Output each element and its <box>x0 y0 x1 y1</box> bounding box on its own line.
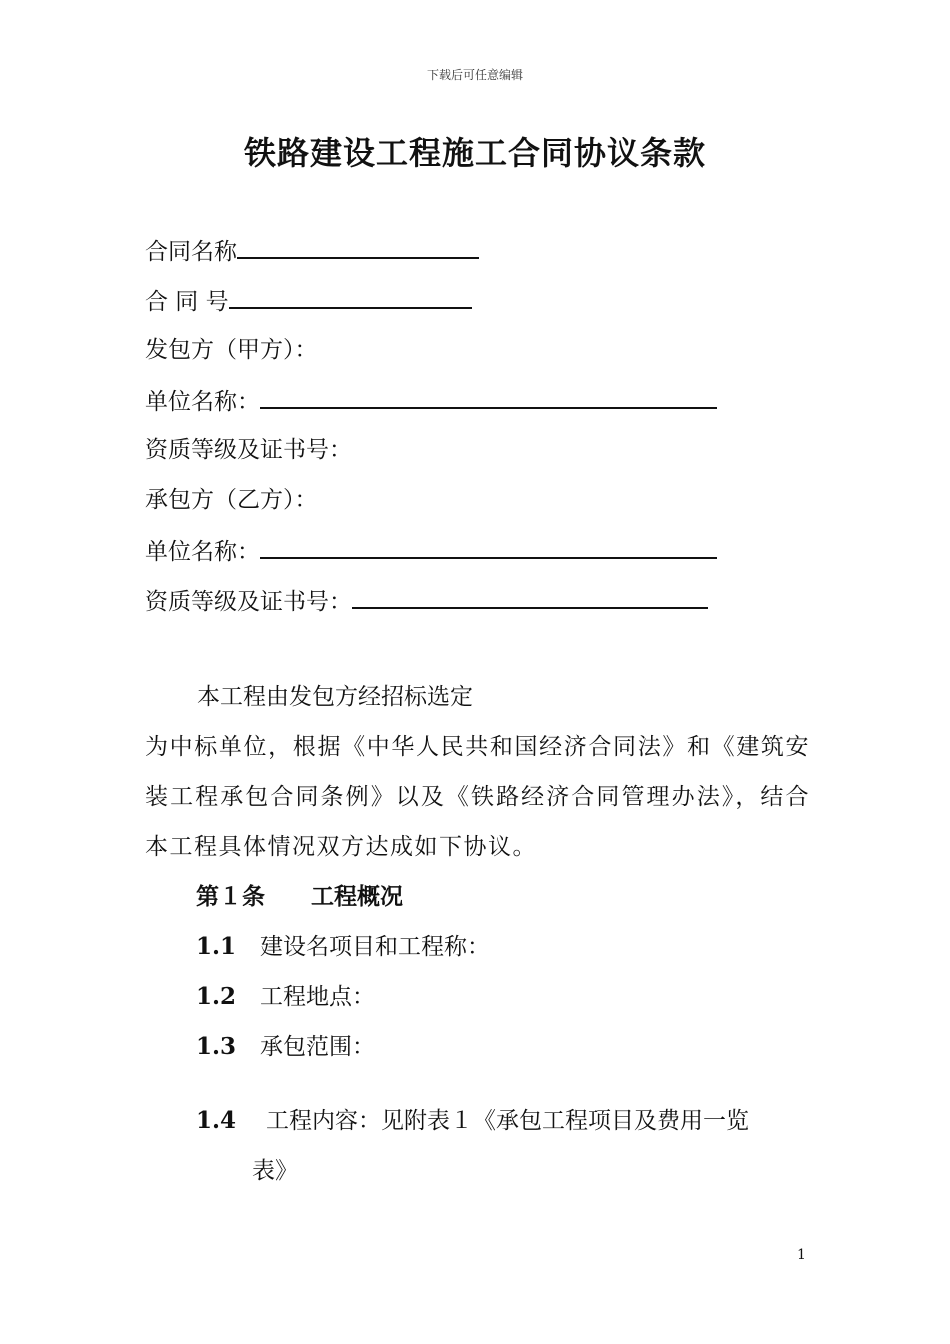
item-text: 工程内容：见附表１《承包工程项目及费用一览 <box>266 1108 749 1134</box>
party-b-qual-label: 资质等级及证书号： <box>145 589 352 615</box>
party-b-qual-blank[interactable] <box>352 585 708 609</box>
contract-name-label: 合同名称 <box>145 239 237 265</box>
item-1-2 <box>196 982 375 1012</box>
item-1-3 <box>196 1032 375 1062</box>
intro-paragraph <box>145 672 810 872</box>
item-text: 工程地点： <box>260 984 375 1010</box>
contract-no-blank[interactable] <box>229 285 472 309</box>
party-b-qual-row <box>145 585 708 617</box>
party-b-unit-blank[interactable] <box>260 535 717 559</box>
article-1-heading: 第１条 工程概况 <box>196 883 403 910</box>
party-a-qual-label: 资质等级及证书号： <box>145 437 352 463</box>
party-b-unit-label: 单位名称： <box>145 539 260 565</box>
item-1-4 <box>196 1096 811 1196</box>
contract-no-label: 合 同 号 <box>145 289 229 315</box>
party-a-unit-row <box>145 385 717 417</box>
document-title: 铁路建设工程施工合同协议条款 <box>243 134 706 172</box>
party-b-unit-row <box>145 535 717 567</box>
item-number: 1.1 <box>196 933 237 960</box>
item-text: 建设名项目和工程称： <box>260 934 490 960</box>
item-number: 1.3 <box>196 1033 237 1060</box>
party-a-unit-label: 单位名称： <box>145 389 260 415</box>
contract-no-row <box>145 285 472 317</box>
contract-name-row <box>145 235 479 267</box>
page-number: 1 <box>797 1247 806 1263</box>
contract-name-blank[interactable] <box>237 235 479 259</box>
party-a-heading: 发包方（甲方）： <box>145 337 318 363</box>
item-1-1 <box>196 932 490 962</box>
party-a-unit-blank[interactable] <box>260 385 717 409</box>
party-b-heading: 承包方（乙方）： <box>145 487 318 513</box>
item-text-continued: 表》 <box>252 1158 298 1184</box>
intro-body: 为中标单位，根据《中华人民共和国经济合同法》和《建筑安装工程承包合同条例》以及《铁路经济合同管理办法》，结合本工程具体情况双方达成如下协议。 <box>145 734 810 860</box>
item-number: 1.2 <box>196 983 237 1010</box>
page-header: 下载后可任意编辑 <box>426 68 523 82</box>
item-number: 1.4 <box>196 1107 237 1134</box>
intro-first-line: 本工程由发包方经招标选定 <box>197 684 473 710</box>
item-text: 承包范围： <box>260 1034 375 1060</box>
